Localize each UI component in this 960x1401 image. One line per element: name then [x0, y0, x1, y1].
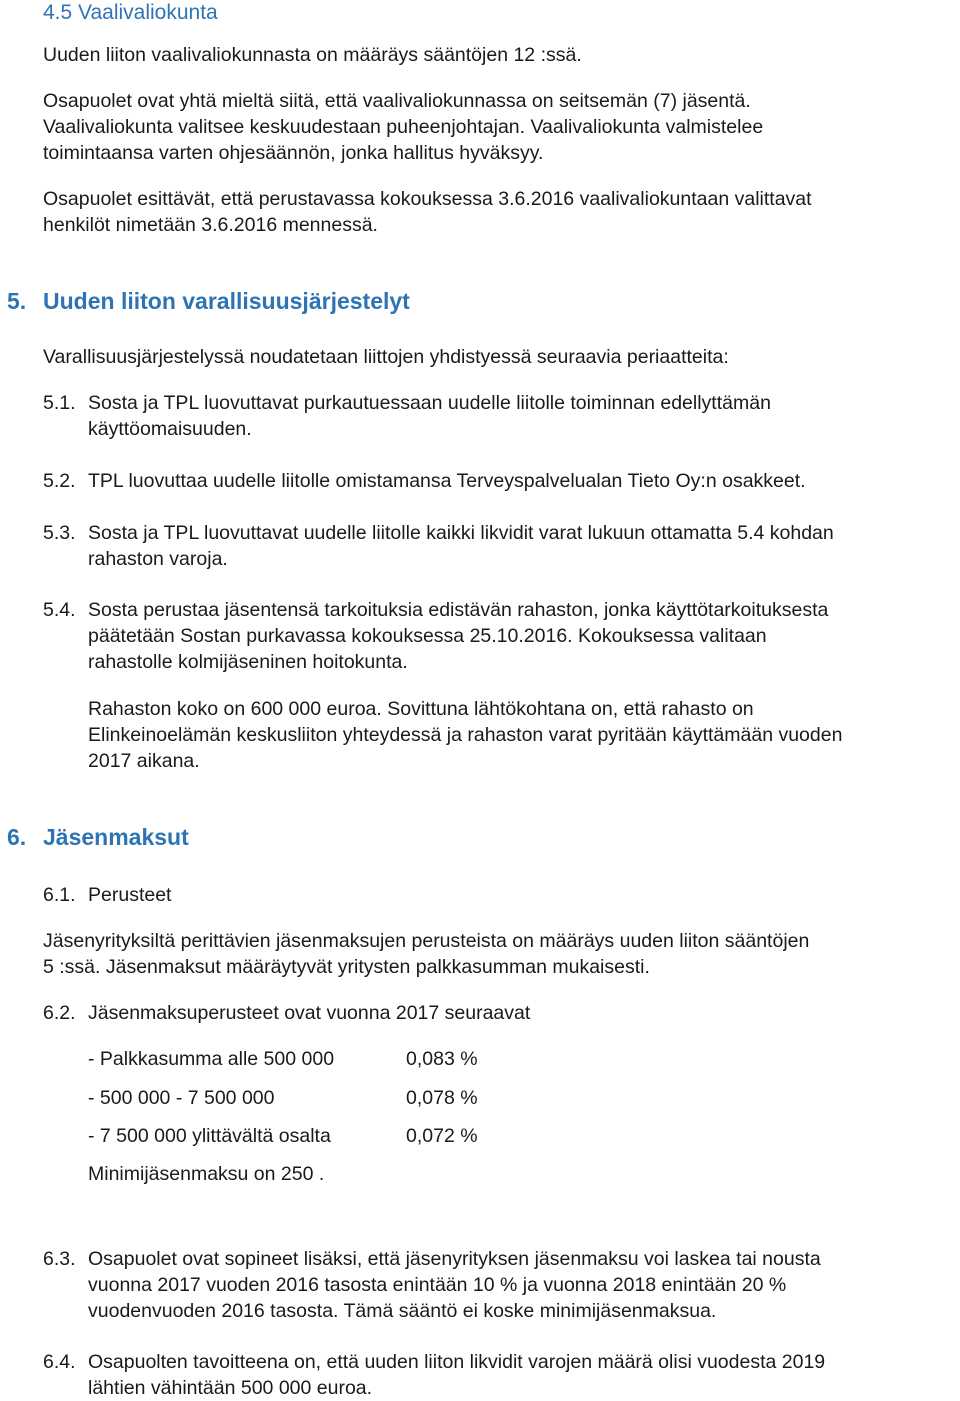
item-line: Elinkeinoelämän keskusliiton yhteydessä ja rahaston varat pyritään käyttämään vuoden [88, 724, 843, 746]
subsection-number: 6.4. [43, 1351, 76, 1373]
subsection-title: Perusteet [88, 884, 172, 906]
section-4-5-heading: 4.5 Vaalivaliokunta [43, 1, 218, 24]
section-6-number: 6. [7, 824, 27, 850]
paragraph-line: toimintaansa varten ohjesäännön, jonka hallitus hyväksyy. [43, 142, 544, 164]
section-5-intro: Varallisuusjärjestelyssä noudatetaan liittojen yhdistyessä seuraavia periaatteita: [43, 346, 729, 368]
paragraph-line: Vaalivaliokunta valitsee keskuudestaan puheenjohtajan. Vaalivaliokunta valmistelee [43, 116, 764, 138]
fee-rate: 0,078 % [406, 1087, 478, 1109]
item-line: TPL luovuttaa uudelle liitolle omistamansa Terveyspalvelualan Tieto Oy:n osakkeet. [88, 470, 806, 492]
item-number: 5.3. [43, 522, 76, 544]
item-line: rahastolle kolmijäseninen hoitokunta. [88, 651, 408, 673]
fee-rate: 0,072 % [406, 1125, 478, 1147]
fee-label: - 7 500 000 ylittävältä osalta [88, 1125, 331, 1147]
item-number: 5.1. [43, 392, 76, 414]
fee-label: - Palkkasumma alle 500 000 [88, 1048, 335, 1070]
item-line: vuonna 2017 vuoden 2016 tasosta enintään 10 % ja vuonna 2018 enintään 20 % [88, 1274, 787, 1296]
item-line: Sosta ja TPL luovuttavat purkautuessaan uudelle liitolle toiminnan edellyttämän [88, 392, 771, 414]
section-5-number: 5. [7, 288, 27, 314]
item-line: Sosta ja TPL luovuttavat uudelle liitolle kaikki likvidit varat lukuun ottamatta 5.4 kohdan [88, 522, 834, 544]
item-line: käyttöomaisuuden. [88, 418, 252, 440]
item-number: 5.4. [43, 599, 76, 621]
paragraph-line: Osapuolet ovat yhtä mieltä siitä, että vaalivaliokunnassa on seitsemän (7) jäsentä. [43, 90, 751, 112]
item-line: rahaston varoja. [88, 548, 228, 570]
item-line: Rahaston koko on 600 000 euroa. Sovittuna lähtökohtana on, että rahasto on [88, 698, 754, 720]
item-number: 5.2. [43, 470, 76, 492]
section-6-title: Jäsenmaksut [43, 824, 189, 850]
paragraph-line: Osapuolet esittävät, että perustavassa kokouksessa 3.6.2016 vaalivaliokuntaan valittavat [43, 188, 812, 210]
subsection-number: 6.1. [43, 884, 76, 906]
section-5-title: Uuden liiton varallisuusjärjestelyt [43, 288, 410, 314]
item-line: 2017 aikana. [88, 750, 200, 772]
subsection-number: 6.3. [43, 1248, 76, 1270]
minimum-fee: Minimijäsenmaksu on 250 . [88, 1163, 325, 1185]
item-line: vuodenvuoden 2016 tasosta. Tämä sääntö ei koske minimijäsenmaksua. [88, 1300, 717, 1322]
subsection-title: Jäsenmaksuperusteet ovat vuonna 2017 seuraavat [88, 1002, 531, 1024]
item-line: Sosta perustaa jäsentensä tarkoituksia edistävän rahaston, jonka käyttötarkoituksesta [88, 599, 829, 621]
fee-label: - 500 000 - 7 500 000 [88, 1087, 275, 1109]
fee-rate: 0,083 % [406, 1048, 478, 1070]
item-line: lähtien vähintään 500 000 euroa. [88, 1377, 373, 1399]
item-line: päätetään Sostan purkavassa kokouksessa 25.10.2016. Kokouksessa valitaan [88, 625, 767, 647]
paragraph-line: henkilöt nimetään 3.6.2016 mennessä. [43, 214, 378, 236]
item-line: Osapuolten tavoitteena on, että uuden liiton likvidit varojen määrä olisi vuodesta 2019 [88, 1351, 826, 1373]
paragraph-line: 5 :ssä. Jäsenmaksut määräytyvät yritysten palkkasumman mukaisesti. [43, 956, 650, 978]
subsection-number: 6.2. [43, 1002, 76, 1024]
item-line: Osapuolet ovat sopineet lisäksi, että jäsenyrityksen jäsenmaksu voi laskea tai nousta [88, 1248, 821, 1270]
paragraph: Uuden liiton vaalivaliokunnasta on määräys sääntöjen 12 :ssä. [43, 44, 582, 66]
paragraph-line: Jäsenyrityksiltä perittävien jäsenmaksujen perusteista on määräys uuden liiton sääntöjen [43, 930, 810, 952]
